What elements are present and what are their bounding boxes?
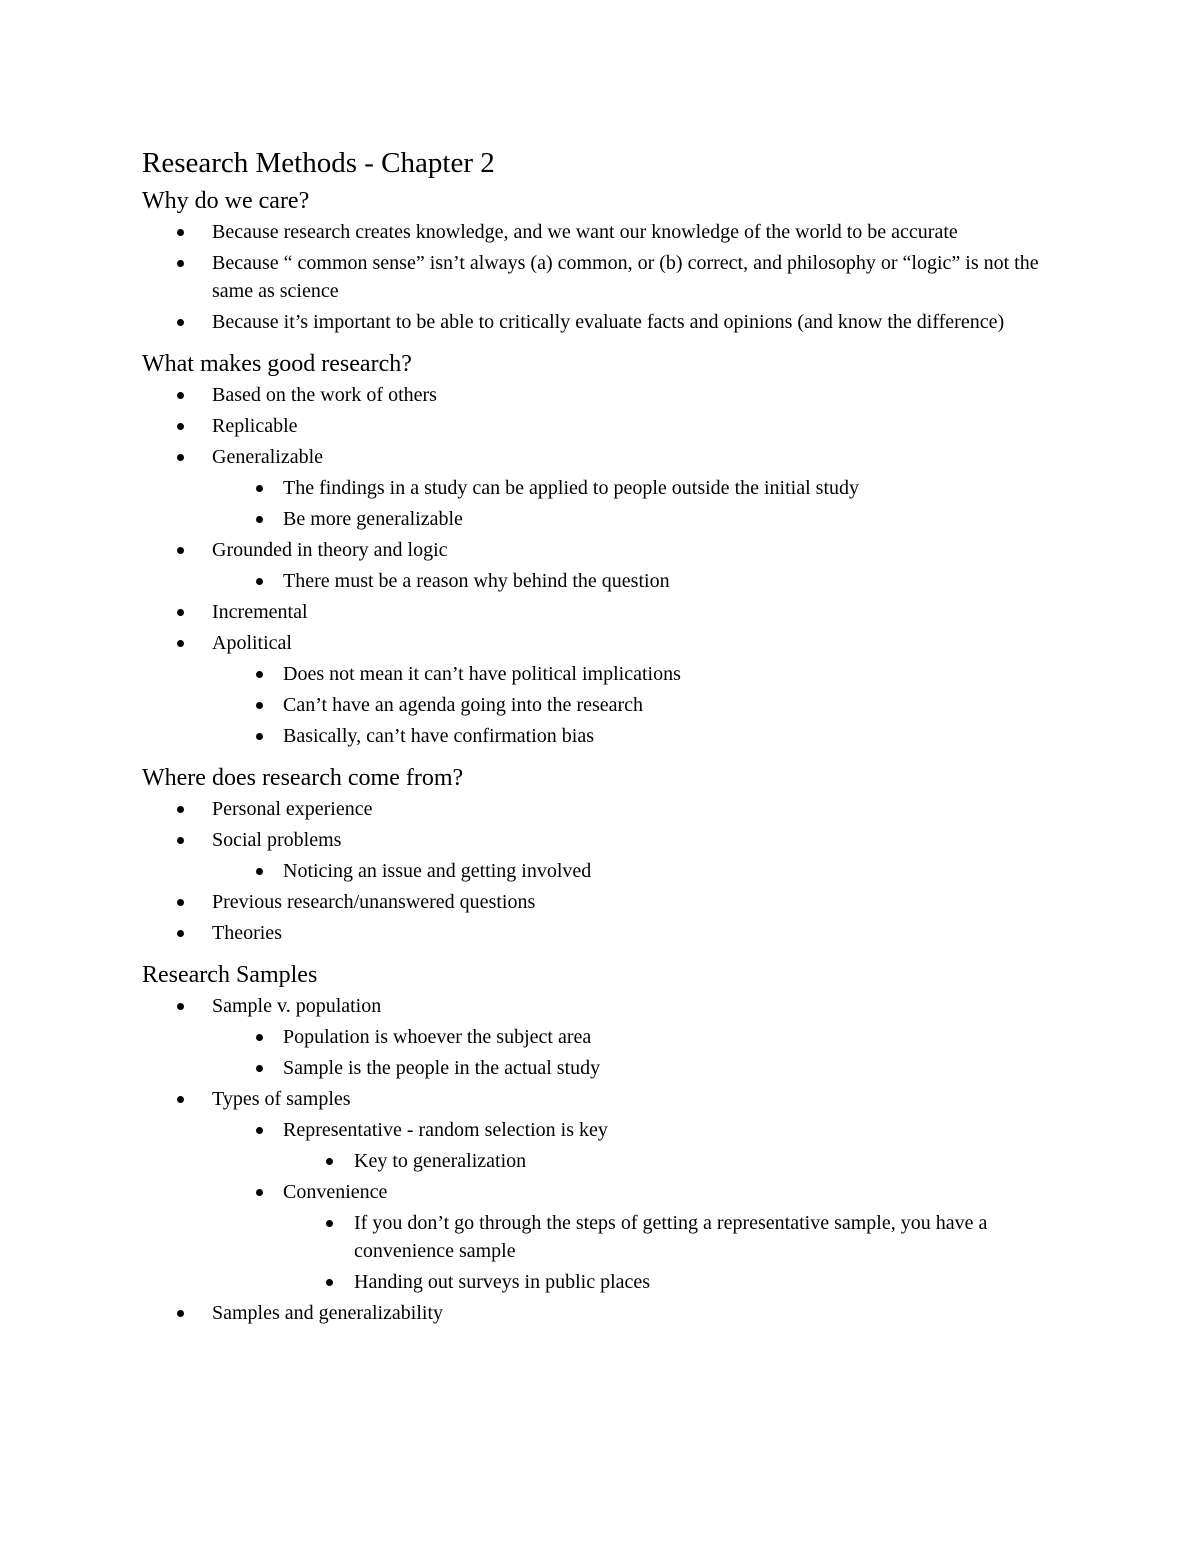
list-item (142, 826, 1052, 854)
list-item (142, 1054, 1052, 1082)
list-item (142, 474, 1052, 502)
list-item-text: Because research creates knowledge, and we want our knowledge of the world to be accurate (212, 221, 958, 243)
bullet-icon (326, 1158, 333, 1165)
list-item (142, 1085, 1052, 1113)
list-item (142, 218, 1052, 246)
list-item (142, 598, 1052, 626)
list-item-text: Noticing an issue and getting involved (283, 860, 592, 882)
bullet-icon (177, 609, 184, 616)
list-item-text: Can’t have an agenda going into the research (283, 694, 644, 716)
list-item-text: The findings in a study can be applied to people outside the initial study (283, 477, 859, 499)
bullet-icon (177, 640, 184, 647)
bullet-icon (256, 485, 263, 492)
list-item-text: Personal experience (212, 798, 373, 820)
list-item-text: Because it’s important to be able to critically evaluate facts and opinions (and know the difference) (212, 311, 1005, 333)
list-item-text: Does not mean it can’t have political implications (283, 663, 681, 685)
bullet-icon (177, 806, 184, 813)
list-item (142, 1178, 1052, 1206)
section-heading: Research Samples (142, 962, 318, 988)
list-item-text: Social problems (212, 829, 342, 851)
list-item-text: If you don’t go through the steps of getting a representative sample, you have a convenience sample (354, 1212, 988, 1262)
section-heading: Why do we care? (142, 188, 310, 214)
bullet-icon (256, 516, 263, 523)
list-item (142, 629, 1052, 657)
list-item (142, 888, 1052, 916)
bullet-icon (256, 671, 263, 678)
bullet-icon (177, 1096, 184, 1103)
list-item (142, 567, 1052, 595)
bullet-icon (177, 930, 184, 937)
list-item-text: Basically, can’t have confirmation bias (283, 725, 595, 747)
bullet-icon (326, 1279, 333, 1286)
bullet-icon (256, 1189, 263, 1196)
list-item-text: Be more generalizable (283, 508, 463, 530)
list-item-text: Types of samples (212, 1088, 351, 1110)
list-item (142, 443, 1052, 471)
list-item (142, 660, 1052, 688)
list-item (142, 1116, 1052, 1144)
bullet-icon (256, 1034, 263, 1041)
list-item (142, 412, 1052, 440)
list-item-text: Convenience (283, 1181, 388, 1203)
bullet-list (142, 992, 1052, 1327)
bullet-icon (177, 392, 184, 399)
list-item-text: Apolitical (212, 632, 292, 654)
bullet-icon (177, 319, 184, 326)
page-title: Research Methods - Chapter 2 (142, 147, 495, 179)
bullet-icon (177, 1003, 184, 1010)
section-heading: What makes good research? (142, 351, 412, 377)
bullet-icon (177, 547, 184, 554)
bullet-icon (177, 260, 184, 267)
bullet-icon (177, 229, 184, 236)
list-item-text: Incremental (212, 601, 308, 623)
list-item (142, 691, 1052, 719)
bullet-icon (177, 423, 184, 430)
list-item-text: Samples and generalizability (212, 1302, 444, 1324)
list-item (142, 795, 1052, 823)
list-item (142, 992, 1052, 1020)
list-item (142, 381, 1052, 409)
list-item (142, 919, 1052, 947)
list-item-text: Handing out surveys in public places (354, 1271, 651, 1293)
bullet-icon (326, 1220, 333, 1227)
list-item-text: Representative - random selection is key (283, 1119, 608, 1141)
bullet-icon (256, 1065, 263, 1072)
list-item-text: Previous research/unanswered questions (212, 891, 536, 913)
list-item-text: Grounded in theory and logic (212, 539, 448, 561)
list-item-text: Based on the work of others (212, 384, 437, 406)
list-item-text: Sample v. population (212, 995, 382, 1017)
bullet-icon (256, 868, 263, 875)
bullet-list (142, 795, 1052, 947)
bullet-icon (177, 837, 184, 844)
bullet-list (142, 218, 1052, 336)
bullet-icon (177, 899, 184, 906)
list-item (142, 249, 1052, 305)
list-item (142, 1023, 1052, 1051)
list-item (142, 1147, 1052, 1175)
bullet-icon (256, 702, 263, 709)
bullet-list (142, 381, 1052, 750)
list-item (142, 857, 1052, 885)
list-item-text: Key to generalization (354, 1150, 527, 1172)
list-item-text: Replicable (212, 415, 298, 437)
bullet-icon (177, 1310, 184, 1317)
bullet-icon (256, 1127, 263, 1134)
list-item-text: Generalizable (212, 446, 324, 468)
bullet-icon (256, 578, 263, 585)
list-item-text: There must be a reason why behind the question (283, 570, 670, 592)
list-item-text: Sample is the people in the actual study (283, 1057, 601, 1079)
list-item-text: Population is whoever the subject area (283, 1026, 592, 1048)
list-item-text: Theories (212, 922, 282, 944)
sections-container (142, 185, 1052, 1327)
list-item (142, 1268, 1052, 1296)
document-content (142, 143, 1052, 1330)
list-item (142, 536, 1052, 564)
section-heading: Where does research come from? (142, 765, 464, 791)
list-item (142, 722, 1052, 750)
list-item (142, 505, 1052, 533)
bullet-icon (177, 454, 184, 461)
bullet-icon (256, 733, 263, 740)
list-item (142, 1299, 1052, 1327)
list-item (142, 308, 1052, 336)
list-item (142, 1209, 1052, 1265)
list-item-text: Because “ common sense” isn’t always (a) common, or (b) correct, and philosophy or “logic” is not the same as science (212, 252, 1039, 302)
